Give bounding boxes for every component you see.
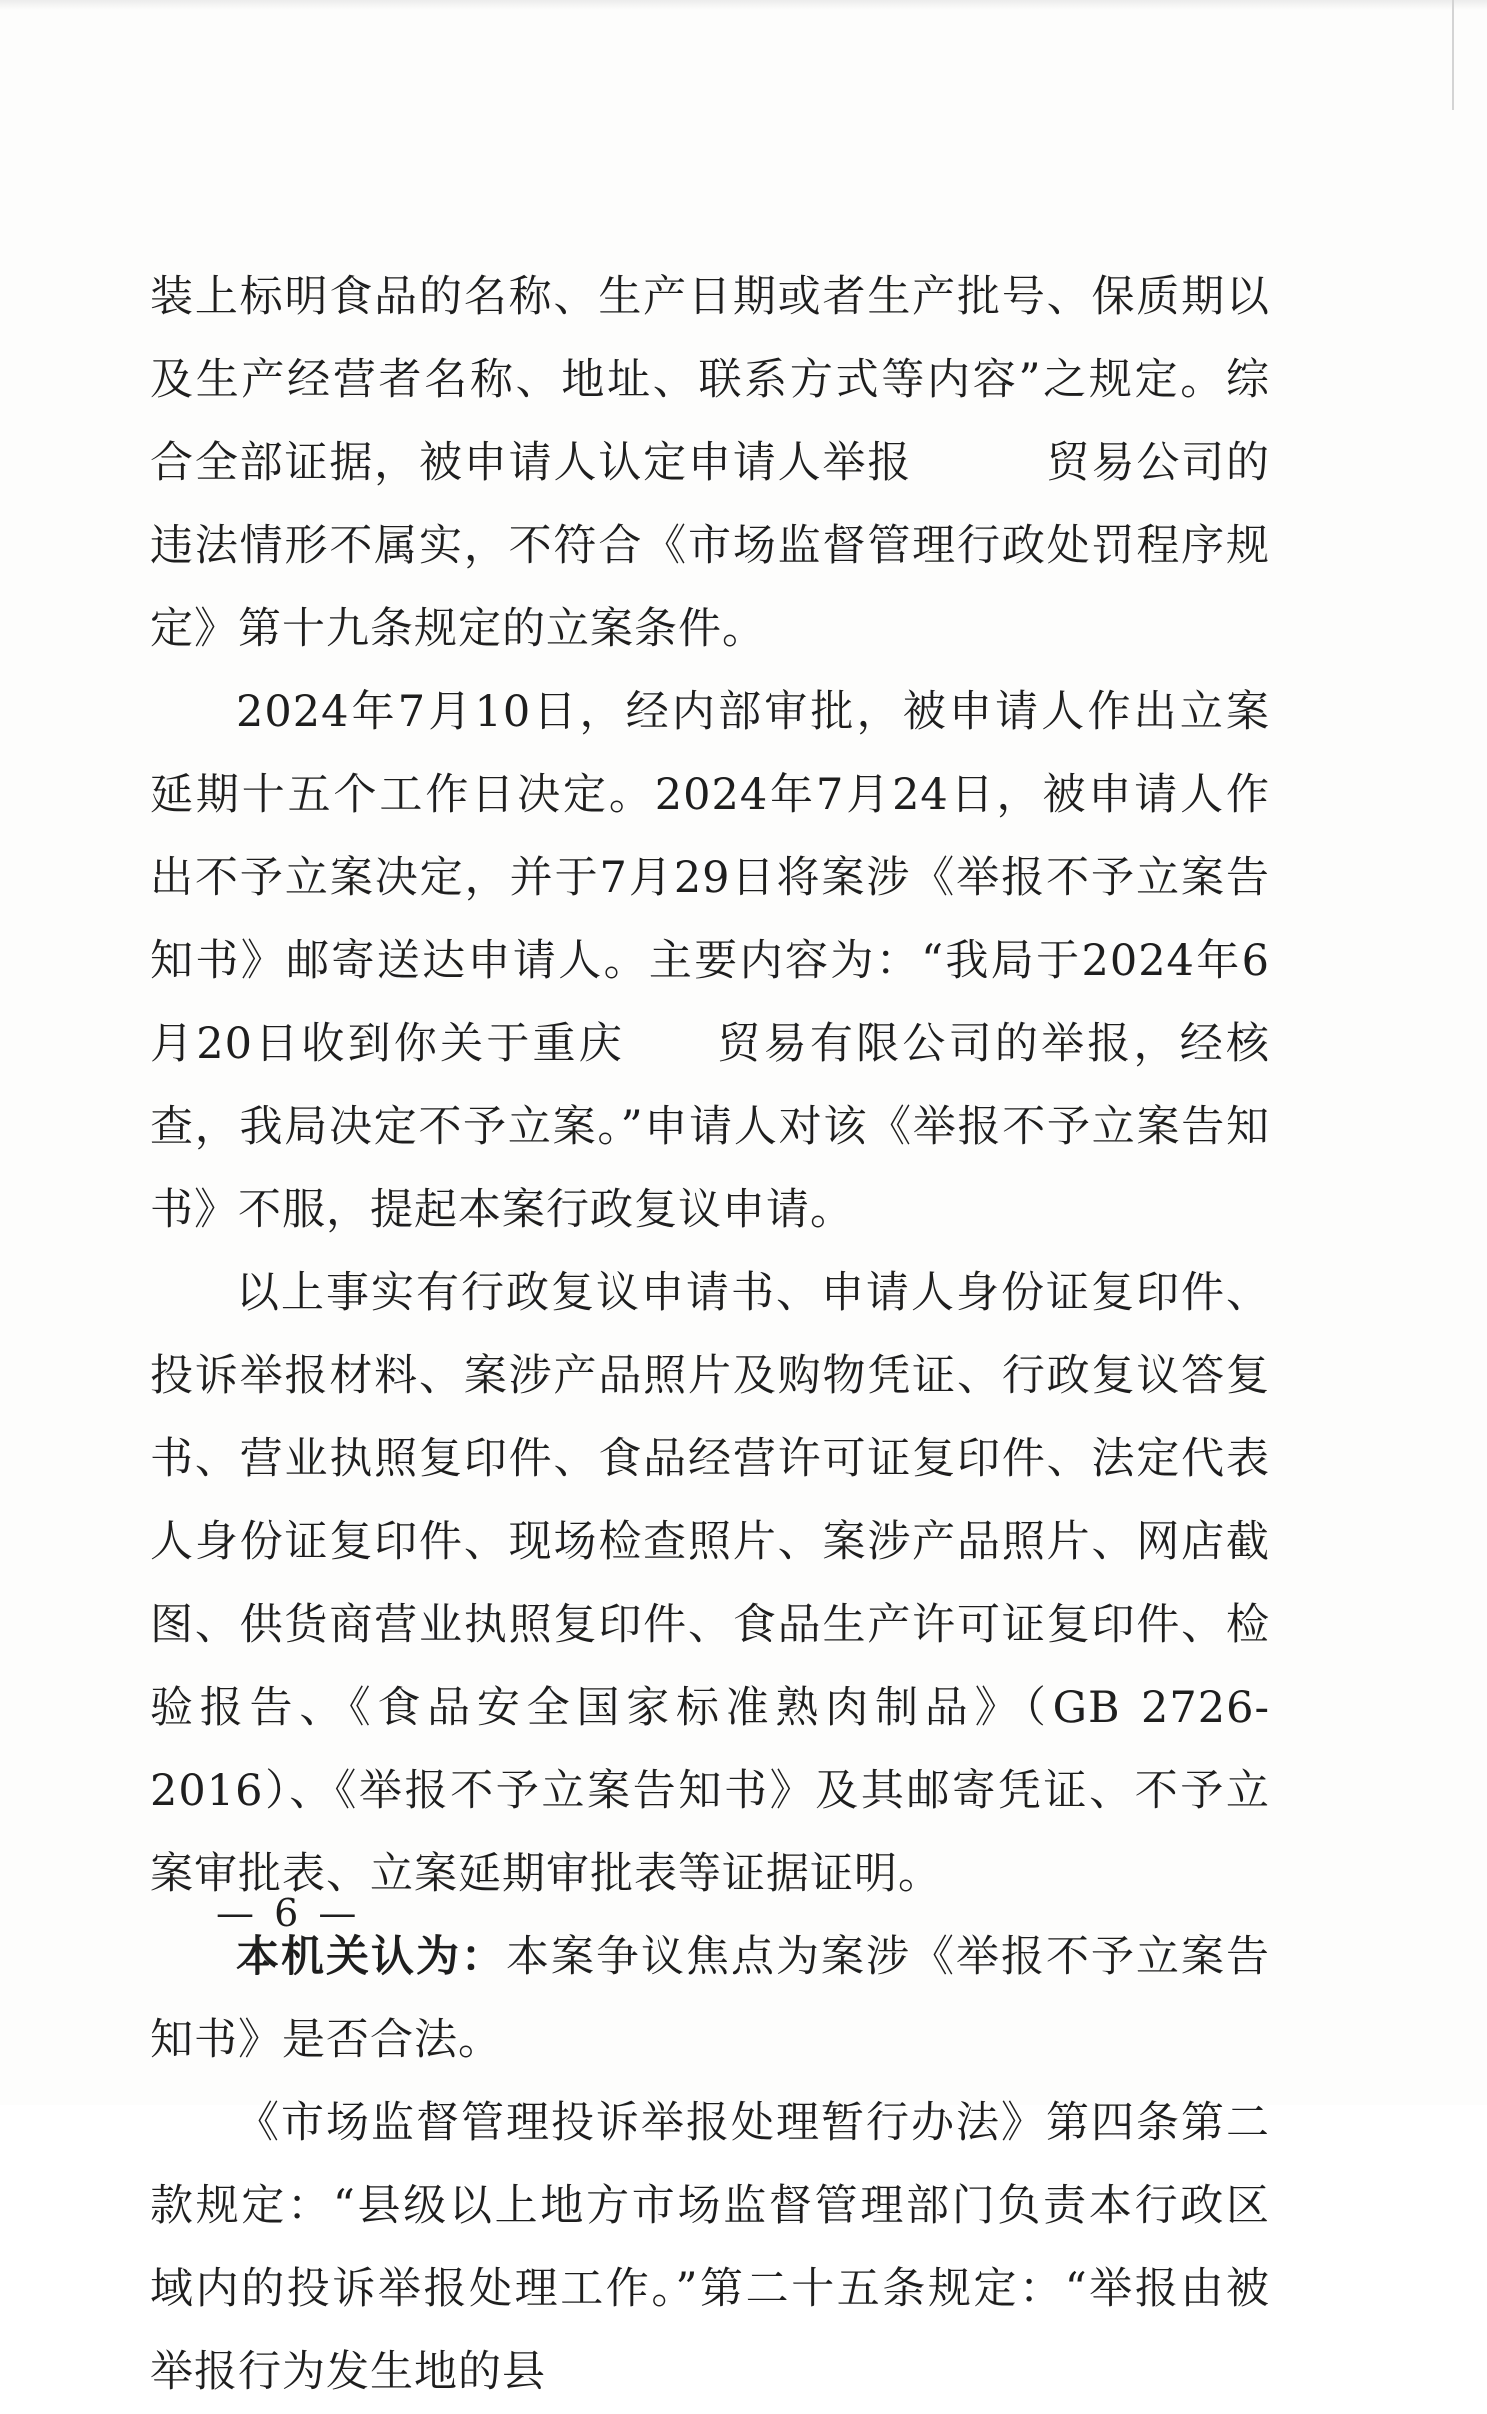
- scan-edge: [0, 0, 1487, 10]
- scan-artifact-line: [1452, 0, 1454, 110]
- opinion-text: 本案争议焦点为案涉《举报不予立案告知书》是否合法。: [150, 1932, 1270, 2065]
- paragraph-evidence-list: 以上事实有行政复议申请书、申请人身份证复印件、投诉举报材料、案涉产品照片及购物凭证、行政复议答复书、营业执照复印件、食品经营许可证复印件、法定代表人身份证复印件、现场检查照片、案涉产品照片、网店截图、供货商营业执照复印件、食品生产许可证复印件、检验报告、《食品安全国家标准熟肉制品》（GB 2726-2016）、《举报不予立案告知书》及其邮寄凭证、不予立案审批表、立案延期审批表等证据证明。: [150, 1268, 1270, 1899]
- page-number: — 6 —: [216, 1891, 361, 1935]
- opinion-heading: 本机关认为：: [236, 1932, 506, 1982]
- paragraph-agency-opinion: [150, 1916, 1270, 2082]
- paragraph-case-timeline: 2024年7月10日，经内部审批，被申请人作出立案延期十五个工作日决定。2024年7月24日，被申请人作出不予立案决定，并于7月29日将案涉《举报不予立案告知书》邮寄送达申请人。主要内容为：“我局于2024年6月20日收到你关于重庆 贸易有限公司的举报，经核查，我局决定不予立案。”申请人对该《举报不予立案告知书》不服，提起本案行政复议申请。: [150, 687, 1270, 1235]
- document-body: [150, 256, 1270, 2414]
- paragraph-evidence-conclusion: 装上标明食品的名称、生产日期或者生产批号、保质期以及生产经营者名称、地址、联系方式等内容”之规定。综合全部证据，被申请人认定申请人举报 贸易公司的违法情形不属实，不符合《市场监督管理行政处罚程序规定》第十九条规定的立案条件。: [150, 272, 1270, 654]
- paragraph-legal-basis: 《市场监督管理投诉举报处理暂行办法》第四条第二款规定：“县级以上地方市场监督管理部门负责本行政区域内的投诉举报处理工作。”第二十五条规定：“举报由被举报行为发生地的县: [150, 2098, 1270, 2397]
